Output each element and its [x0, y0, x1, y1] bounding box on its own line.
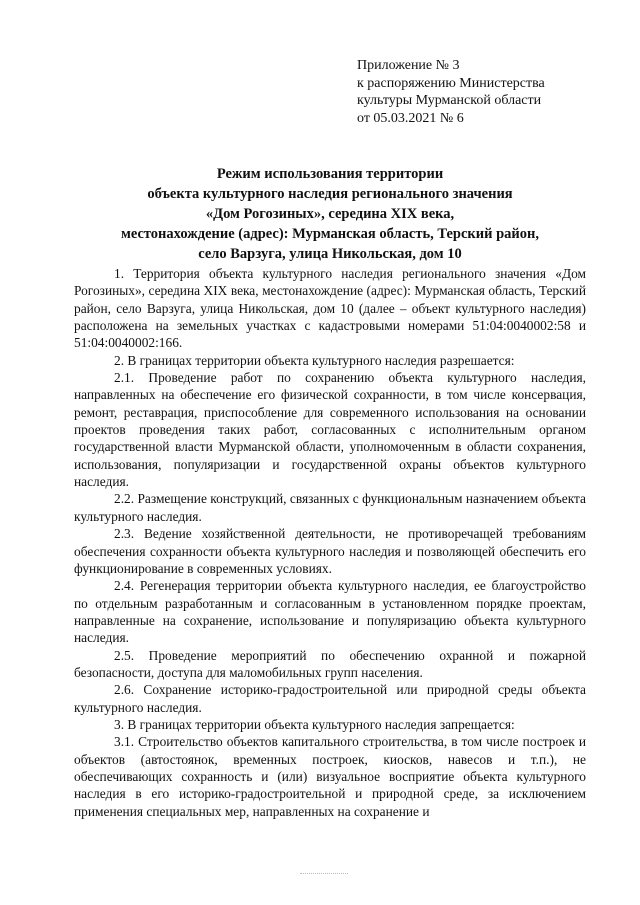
document-title — [60, 164, 600, 264]
title-line: «Дом Рогозиных», середина XIX века, — [205, 206, 455, 222]
document-body — [74, 265, 586, 820]
paragraph-2: 2. В границах территории объекта культурного наследия разрешается: — [114, 352, 515, 368]
title-line: село Варзуга, улица Никольская, дом 10 — [198, 246, 462, 262]
appendix-line: Приложение № 3 — [357, 58, 460, 73]
paragraph-3-1: 3.1. Строительство объектов капитального строительства, в том числе построек и объектов (автостоянок, временных построек, киосков, навесов и т.п.), не обеспечивающих сохранность и (или) визуальное восприятие объекта культурного наследия в его историко-градостроительной и природной среде, за исключением применения специальных мер, направленных на сохранение и — [74, 734, 586, 819]
paragraph-2-3: 2.3. Ведение хозяйственной деятельности, не противоречащей требованиям обеспечения сохранности объекта культурного наследия и позволяющей обеспечить его функционирование в современных условиях. — [74, 526, 586, 576]
paragraph-2-5: 2.5. Проведение мероприятий по обеспечению охранной и пожарной безопасности, доступа для маломобильных групп населения. — [74, 647, 586, 680]
appendix-line: культуры Мурманской области — [357, 93, 542, 108]
paragraph-2-2: 2.2. Размещение конструкций, связанных с функциональным назначением объекта культурного наследия. — [74, 491, 586, 524]
paragraph-2-6: 2.6. Сохранение историко-градостроительной или природной среды объекта культурного наследия. — [74, 682, 586, 715]
title-line: объекта культурного наследия регионального значения — [147, 186, 513, 202]
paragraph-3: 3. В границах территории объекта культурного наследия запрещается: — [114, 716, 515, 732]
appendix-line: к распоряжению Министерства — [357, 75, 545, 91]
paragraph-2-4: 2.4. Регенерация территории объекта культурного наследия, ее благоустройство по отдельным разработанным и согласованным в установленном порядке проектам, направленные на сохранение, использование и популяризацию объекта культурного наследия. — [74, 578, 586, 646]
paragraph-2-1: 2.1. Проведение работ по сохранению объекта культурного наследия, направленных на обеспечение его физической сохранности, в том числе консервация, ремонт, реставрация, приспособление для современного использования на основании проектов проведения таких работ, согласованных с исполнительным органом государственной власти Мурманской области, уполномоченным в области сохранения, использования, популяризации и государственной охраны объектов культурного наследия. — [74, 370, 586, 490]
appendix-block — [357, 57, 545, 127]
title-line: местонахождение (адрес): Мурманская область, Терский район, — [120, 226, 540, 242]
title-line: Режим использования территории — [216, 166, 444, 182]
scan-artifact — [300, 873, 348, 878]
paragraph-1: 1. Территория объекта культурного наследия регионального значения «Дом Рогозиных», середина XIX века, местонахождение (адрес): Мурманская область, Терский район, село Варзуга, улица Никольская, дом 10 (далее – объект культурного наследия) расположена на земельных участках с кадастровыми номерами 51:04:0040002:58 и 51:04:0040002:166. — [74, 266, 586, 351]
appendix-line: от 05.03.2021 № 6 — [357, 110, 464, 126]
